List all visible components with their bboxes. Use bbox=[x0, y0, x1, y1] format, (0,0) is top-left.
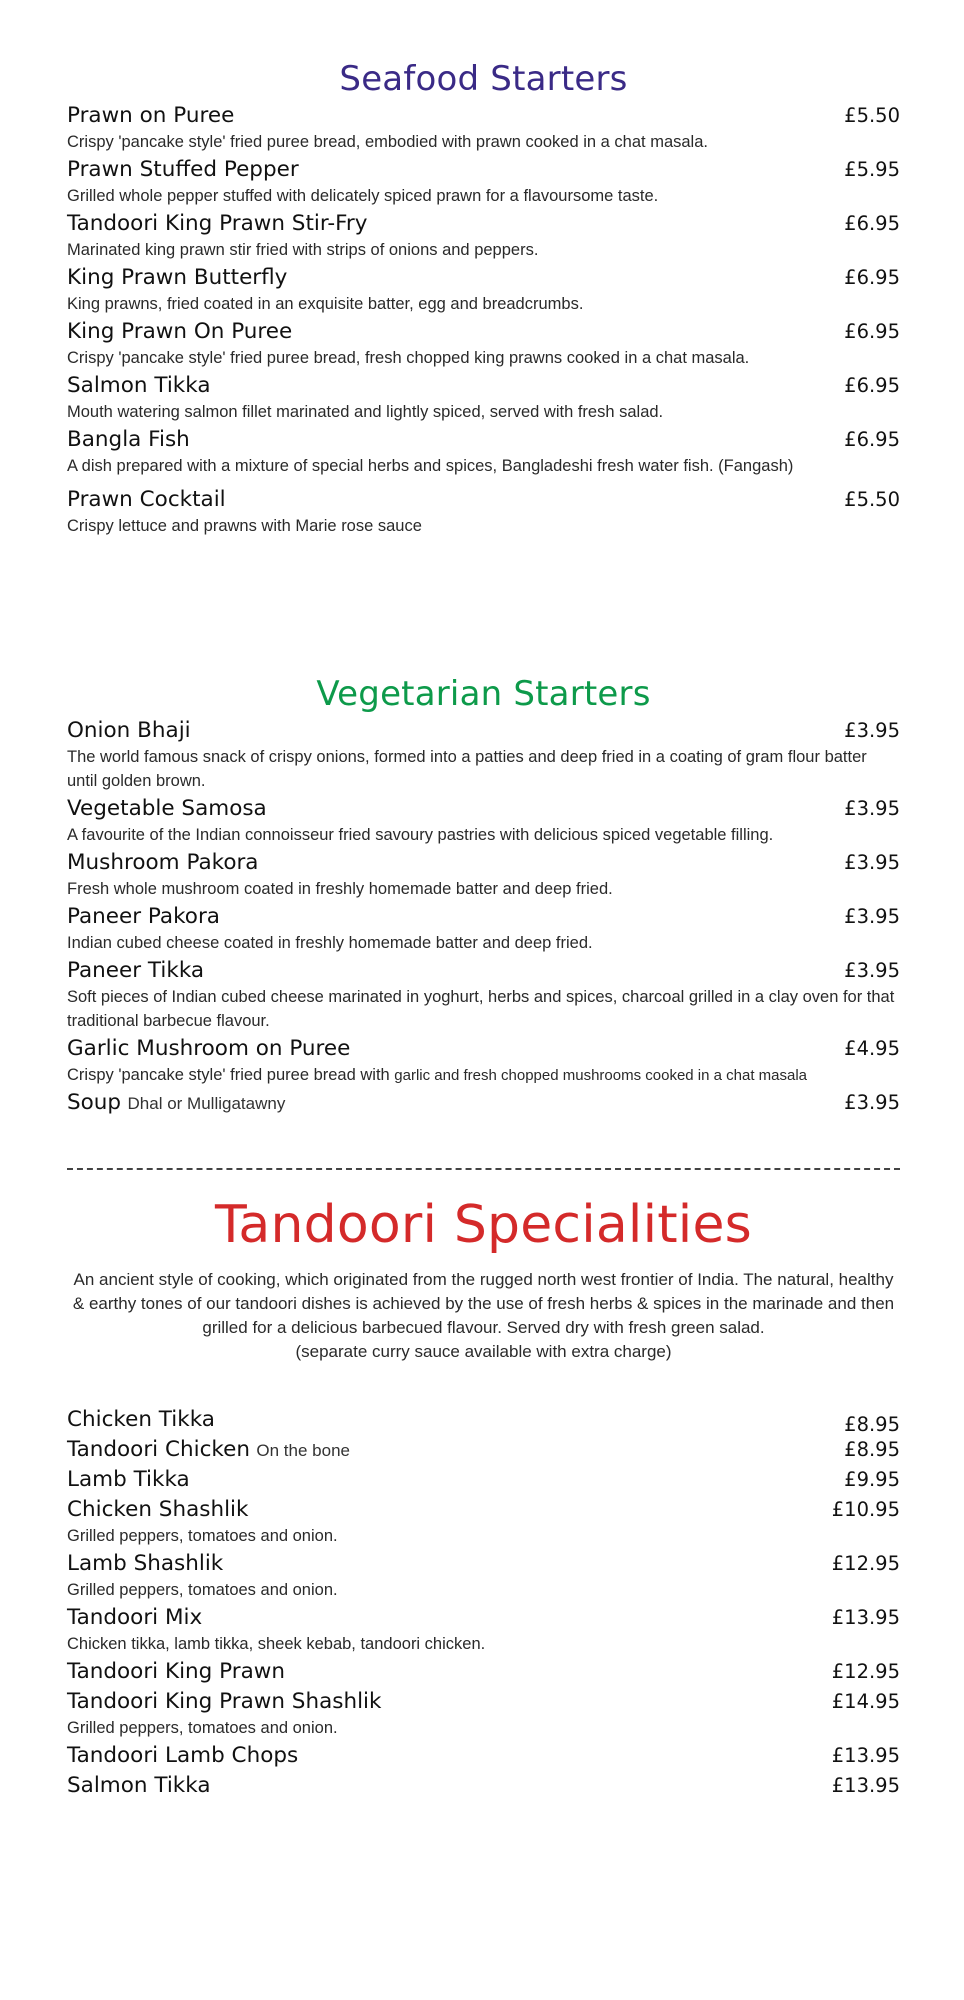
menu-item bbox=[67, 1466, 900, 1496]
item-name: Chicken Tikka bbox=[67, 1407, 215, 1432]
item-name: King Prawn On Puree bbox=[67, 319, 293, 344]
menu-item bbox=[67, 1406, 900, 1436]
menu-item bbox=[67, 426, 900, 486]
menu-item bbox=[67, 264, 900, 318]
item-price: £3.95 bbox=[844, 851, 900, 874]
item-price: £3.95 bbox=[844, 959, 900, 982]
item-name: Prawn Cocktail bbox=[67, 487, 226, 512]
item-price: £13.95 bbox=[831, 1744, 900, 1767]
menu-item bbox=[67, 1772, 900, 1802]
item-price: £3.95 bbox=[844, 1091, 900, 1114]
item-name: Tandoori King Prawn Shashlik bbox=[67, 1689, 382, 1714]
item-name: Tandoori King Prawn bbox=[67, 1659, 285, 1684]
item-name: Salmon Tikka bbox=[67, 373, 211, 398]
item-price: £13.95 bbox=[831, 1606, 900, 1629]
item-price: £6.95 bbox=[844, 266, 900, 289]
item-price: £5.50 bbox=[844, 104, 900, 127]
item-name-group bbox=[67, 1436, 350, 1464]
menu-item bbox=[67, 717, 900, 795]
item-name: Tandoori King Prawn Stir-Fry bbox=[67, 211, 368, 236]
item-name: King Prawn Butterfly bbox=[67, 265, 288, 290]
intro-paragraph: An ancient style of cooking, which originated from the rugged north west frontier of India. The natural, healthy & earthy tones of our tandoori dishes is achieved by the use of fresh herbs & spices in the marinade and then grilled for a delicious barbecued flavour. Served dry with fresh green salad. bbox=[72, 1270, 895, 1337]
item-name: Tandoori Mix bbox=[67, 1605, 203, 1630]
item-price: £14.95 bbox=[831, 1690, 900, 1713]
item-name: Garlic Mushroom on Puree bbox=[67, 1036, 351, 1061]
item-price: £5.95 bbox=[844, 158, 900, 181]
menu-item bbox=[67, 372, 900, 426]
item-description-small: garlic and fresh chopped mushrooms cooked in a chat masala bbox=[394, 1067, 808, 1084]
seafood-section bbox=[67, 58, 900, 540]
item-price: £6.95 bbox=[844, 212, 900, 235]
item-name: Prawn on Puree bbox=[67, 103, 235, 128]
item-price: £13.95 bbox=[831, 1774, 900, 1797]
menu-item bbox=[67, 1089, 900, 1119]
item-name: Paneer Pakora bbox=[67, 904, 220, 929]
tandoori-list bbox=[67, 1406, 900, 1802]
menu-item bbox=[67, 1496, 900, 1550]
tandoori-title: Tandoori Specialities bbox=[215, 1195, 752, 1255]
menu-item bbox=[67, 156, 900, 210]
menu-item bbox=[67, 1550, 900, 1604]
item-description: A dish prepared with a mixture of special herbs and spices, Bangladeshi fresh water fish. (Fangash) bbox=[67, 457, 794, 475]
menu-item bbox=[67, 849, 900, 903]
section-divider bbox=[67, 1168, 900, 1170]
tandoori-intro bbox=[67, 1268, 900, 1364]
item-price: £10.95 bbox=[831, 1498, 900, 1521]
menu-item bbox=[67, 1688, 900, 1742]
item-note: On the bone bbox=[256, 1441, 350, 1460]
item-price: £5.50 bbox=[844, 488, 900, 511]
menu-item bbox=[67, 318, 900, 372]
item-name: Mushroom Pakora bbox=[67, 850, 259, 875]
item-name: Lamb Shashlik bbox=[67, 1551, 224, 1576]
item-description: Grilled peppers, tomatoes and onion. bbox=[67, 1581, 338, 1599]
menu-item bbox=[67, 903, 900, 957]
item-name: Onion Bhaji bbox=[67, 718, 191, 743]
tandoori-section bbox=[67, 1194, 900, 1802]
item-price: £9.95 bbox=[844, 1468, 900, 1491]
intro-note: (separate curry sauce available with extra charge) bbox=[295, 1342, 672, 1361]
vegetarian-title: Vegetarian Starters bbox=[316, 674, 651, 714]
item-name: Prawn Stuffed Pepper bbox=[67, 157, 299, 182]
menu-item bbox=[67, 1604, 900, 1658]
menu-item bbox=[67, 210, 900, 264]
item-price: £12.95 bbox=[831, 1660, 900, 1683]
menu-item bbox=[67, 1436, 900, 1466]
item-description: A favourite of the Indian connoisseur fried savoury pastries with delicious spiced vegetable filling. bbox=[67, 826, 774, 844]
item-name: Salmon Tikka bbox=[67, 1773, 211, 1798]
item-description: The world famous snack of crispy onions, formed into a patties and deep fried in a coating of gram flour batter until golden brown. bbox=[67, 748, 867, 790]
item-description bbox=[67, 1063, 900, 1088]
item-description: Grilled peppers, tomatoes and onion. bbox=[67, 1719, 338, 1737]
item-name: Paneer Tikka bbox=[67, 958, 205, 983]
item-note: Dhal or Mulligatawny bbox=[127, 1094, 286, 1113]
item-price: £6.95 bbox=[844, 320, 900, 343]
vegetarian-list bbox=[67, 717, 900, 1119]
item-name: Soup bbox=[67, 1090, 122, 1115]
item-name: Tandoori Lamb Chops bbox=[67, 1743, 299, 1768]
menu-item bbox=[67, 795, 900, 849]
item-name: Chicken Shashlik bbox=[67, 1497, 249, 1522]
item-description: Mouth watering salmon fillet marinated and lightly spiced, served with fresh salad. bbox=[67, 403, 664, 421]
item-price: £6.95 bbox=[844, 374, 900, 397]
item-description: Soft pieces of Indian cubed cheese marinated in yoghurt, herbs and spices, charcoal grilled in a clay oven for that traditional barbecue flavour. bbox=[67, 988, 895, 1030]
item-name: Vegetable Samosa bbox=[67, 796, 267, 821]
seafood-title: Seafood Starters bbox=[339, 59, 628, 99]
item-price: £3.95 bbox=[844, 905, 900, 928]
item-price: £3.95 bbox=[844, 719, 900, 742]
item-name: Bangla Fish bbox=[67, 427, 190, 452]
item-description: Marinated king prawn stir fried with strips of onions and peppers. bbox=[67, 241, 539, 259]
item-description: Grilled whole pepper stuffed with delicately spiced prawn for a flavoursome taste. bbox=[67, 187, 659, 205]
menu-item bbox=[67, 486, 900, 540]
vegetarian-section bbox=[67, 673, 900, 1119]
item-price: £6.95 bbox=[844, 428, 900, 451]
menu-item bbox=[67, 102, 900, 156]
item-price: £4.95 bbox=[844, 1037, 900, 1060]
item-name: Lamb Tikka bbox=[67, 1467, 190, 1492]
item-description-main: Crispy 'pancake style' fried puree bread with bbox=[67, 1066, 395, 1084]
menu-item bbox=[67, 1658, 900, 1688]
seafood-list bbox=[67, 102, 900, 540]
item-description: Chicken tikka, lamb tikka, sheek kebab, tandoori chicken. bbox=[67, 1635, 486, 1653]
item-price: £12.95 bbox=[831, 1552, 900, 1575]
menu-item bbox=[67, 957, 900, 1035]
item-description: King prawns, fried coated in an exquisite batter, egg and breadcrumbs. bbox=[67, 295, 584, 313]
menu-item bbox=[67, 1035, 900, 1089]
item-description: Fresh whole mushroom coated in freshly homemade batter and deep fried. bbox=[67, 880, 613, 898]
item-price: £8.95 bbox=[844, 1438, 900, 1461]
item-description: Crispy 'pancake style' fried puree bread, embodied with prawn cooked in a chat masala. bbox=[67, 133, 708, 151]
menu-item bbox=[67, 1742, 900, 1772]
item-description: Indian cubed cheese coated in freshly homemade batter and deep fried. bbox=[67, 934, 593, 952]
item-price: £3.95 bbox=[844, 797, 900, 820]
item-name: Tandoori Chicken bbox=[67, 1437, 250, 1462]
item-name-group bbox=[67, 1089, 285, 1117]
item-description: Crispy 'pancake style' fried puree bread, fresh chopped king prawns cooked in a chat masala. bbox=[67, 349, 750, 367]
item-description: Crispy lettuce and prawns with Marie rose sauce bbox=[67, 517, 422, 535]
item-price: £8.95 bbox=[844, 1413, 900, 1436]
item-description: Grilled peppers, tomatoes and onion. bbox=[67, 1527, 338, 1545]
